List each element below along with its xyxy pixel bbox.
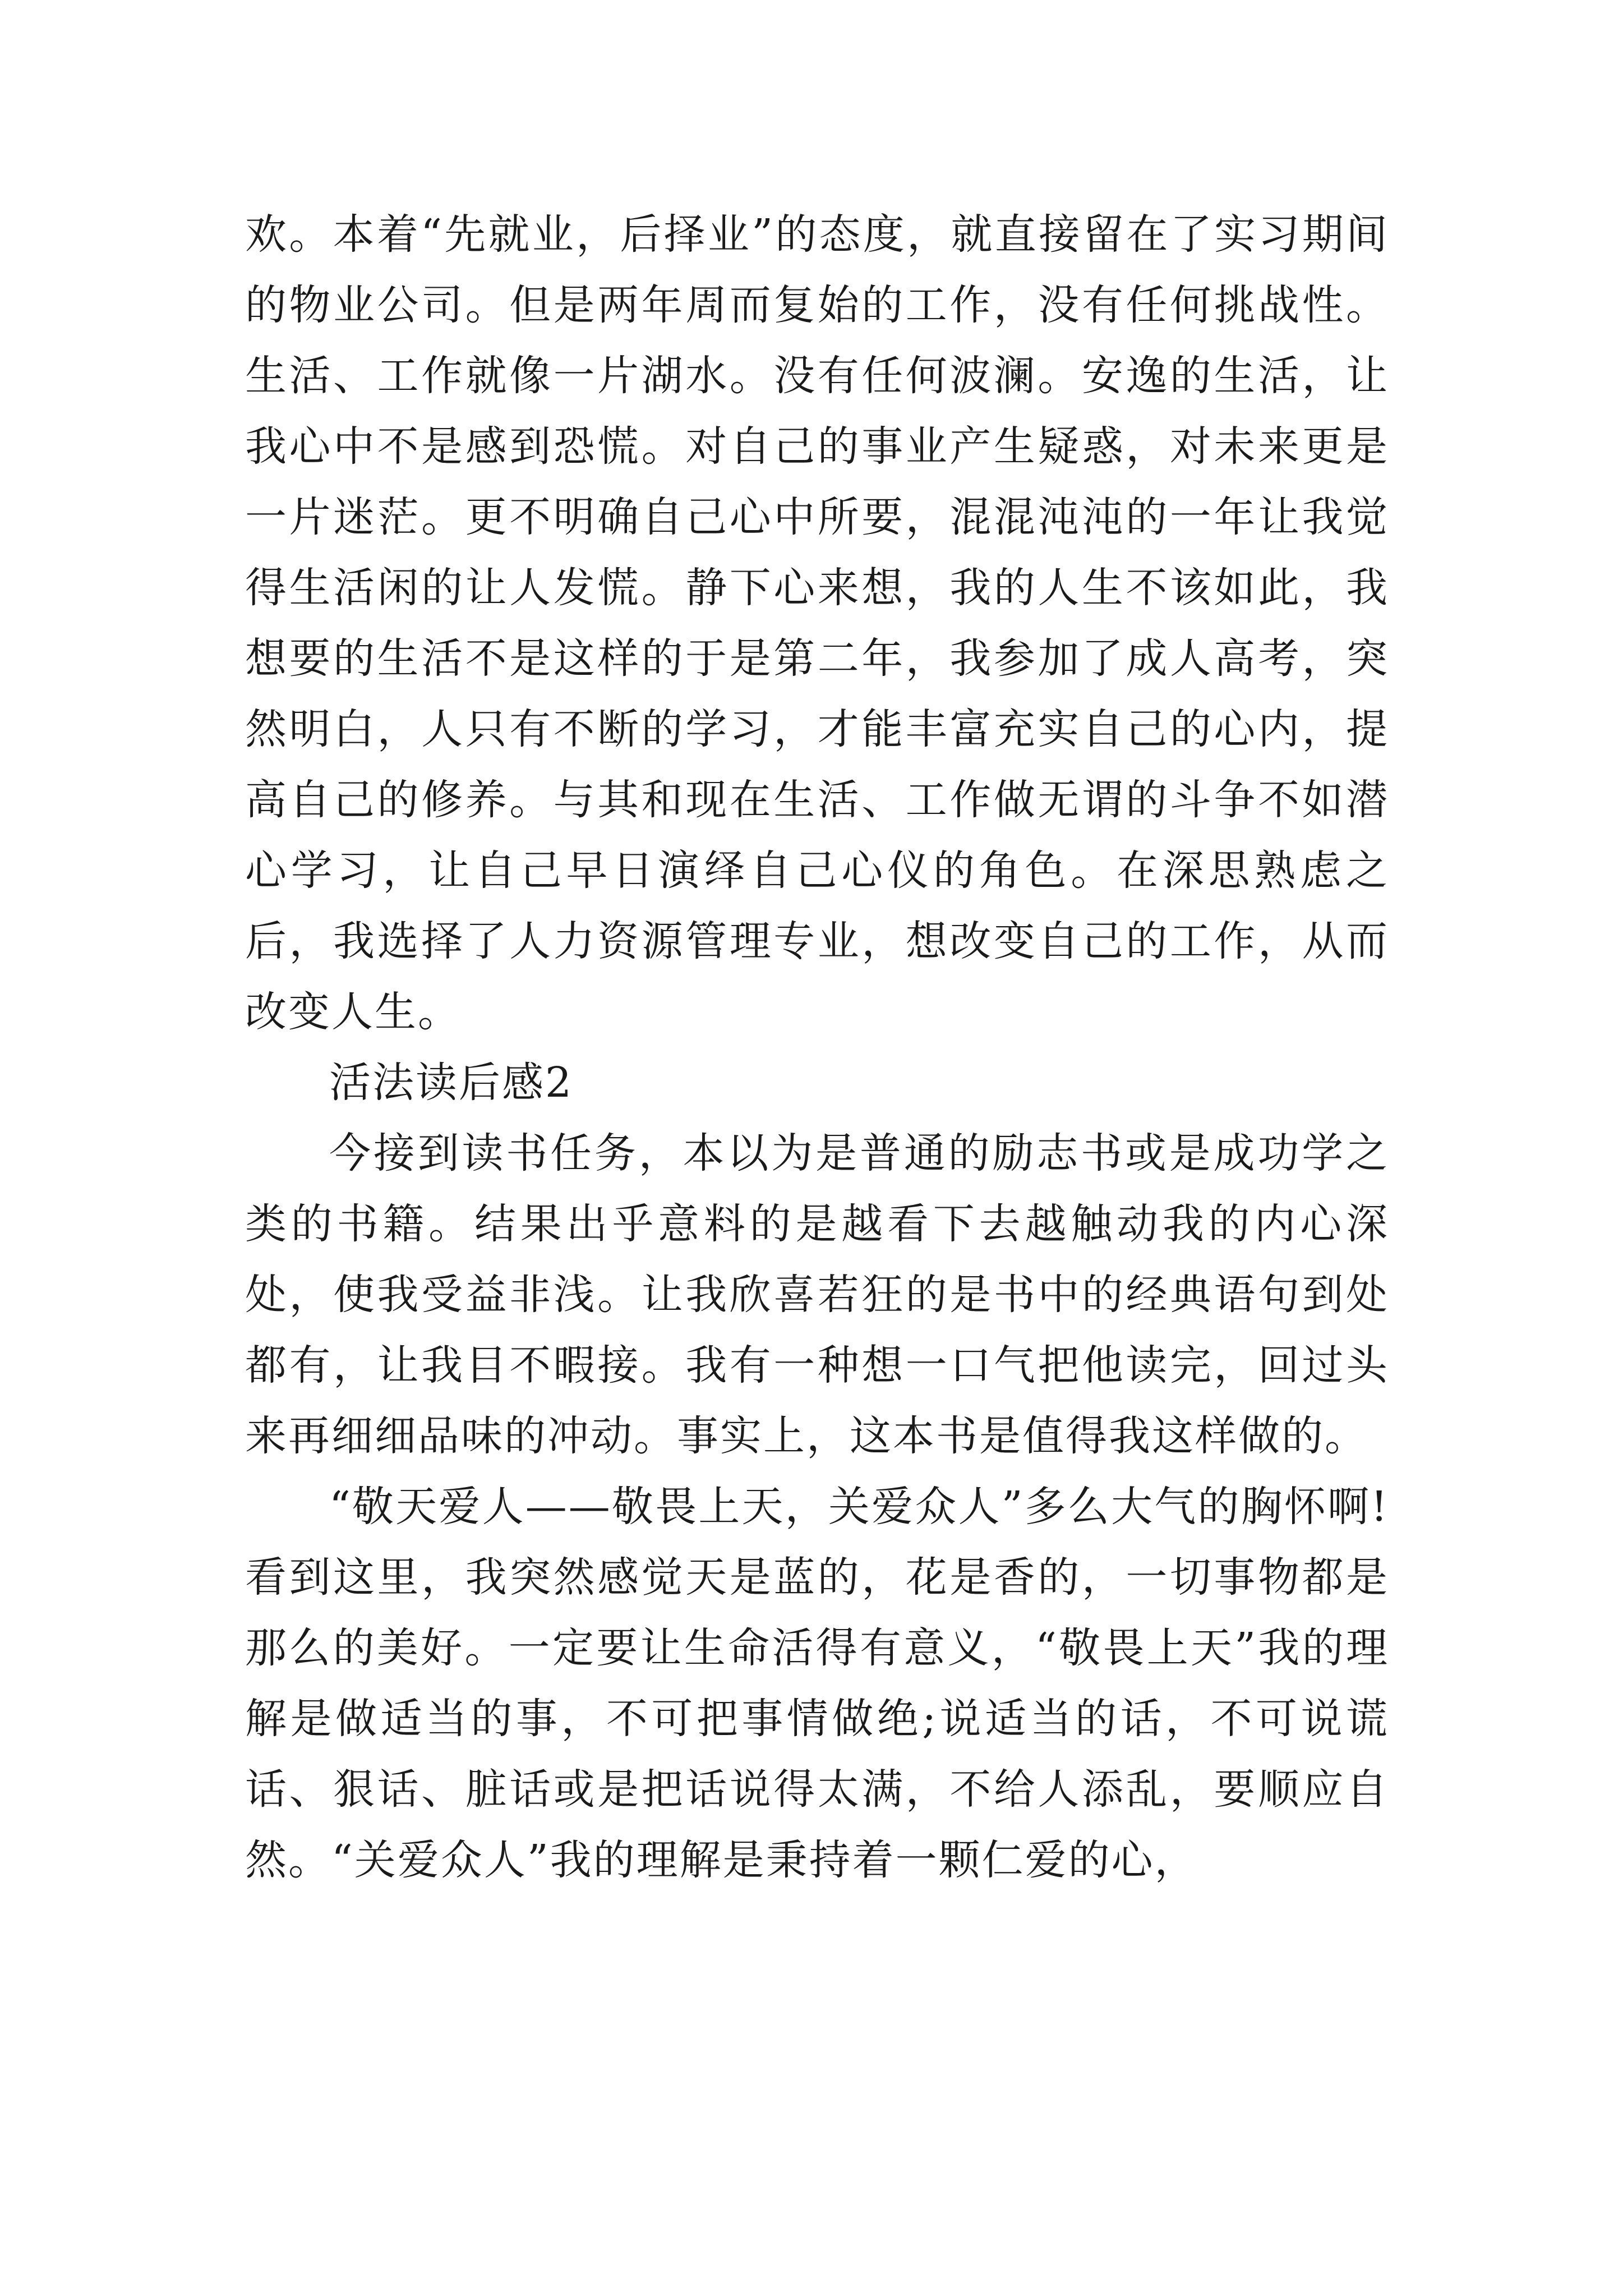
document-body bbox=[245, 199, 1389, 1895]
body-paragraph-1: 欢。本着“先就业，后择业”的态度，就直接留在了实习期间的物业公司。但是两年周而复始的工作，没有任何挑战性。生活、工作就像一片湖水。没有任何波澜。安逸的生活，让我心中不是感到恐慌。对自己的事业产生疑惑，对未来更是一片迷茫。更不明确自己心中所要，混混沌沌的一年让我觉得生活闲的让人发慌。静下心来想，我的人生不该如此，我想要的生活不是这样的于是第二年，我参加了成人高考，突然明白，人只有不断的学习，才能丰富充实自己的心内，提高自己的修养。与其和现在生活、工作做无谓的斗争不如潜心学习，让自己早日演绎自己心仪的角色。在深思熟虑之后，我选择了人力资源管理专业，想改变自己的工作，从而改变人生。 bbox=[245, 210, 1389, 1036]
body-paragraph-3: “敬天爱人——敬畏上天，关爱众人”多么大气的胸怀啊!看到这里，我突然感觉天是蓝的，花是香的，一切事物都是那么的美好。一定要让生命活得有意义，“敬畏上天”我的理解是做适当的事，不可把事情做绝;说适当的话，不可说谎话、狠话、脏话或是把话说得太满，不给人添乱，要顺应自然。“关爱众人”我的理解是秉持着一颗仁爱的心， bbox=[245, 1483, 1389, 1884]
section-heading: 活法读后感2 bbox=[329, 1059, 574, 1107]
body-paragraph-2: 今接到读书任务，本以为是普通的励志书或是成功学之类的书籍。结果出乎意料的是越看下去越触动我的内心深处，使我受益非浅。让我欣喜若狂的是书中的经典语句到处都有，让我目不暇接。我有一种想一口气把他读完，回过头来再细细品味的冲动。事实上，这本书是值得我这样做的。 bbox=[245, 1129, 1389, 1460]
